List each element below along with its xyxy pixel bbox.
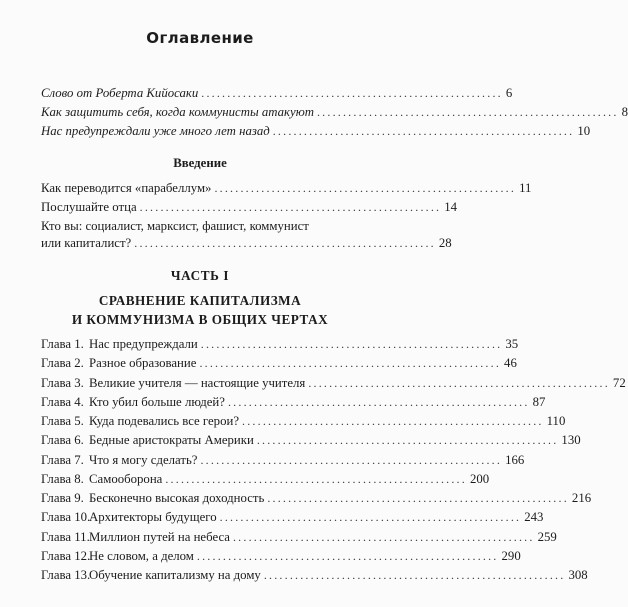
part-title-line1: СРАВНЕНИЕ КАПИТАЛИЗМА (98, 293, 302, 308)
page-number: 8 (621, 105, 628, 119)
chapter-number: Глава 9. (41, 491, 84, 505)
toc-entry: Послушайте отца .......................................................... 14 (41, 200, 458, 214)
page-number: 72 (612, 375, 626, 390)
leader-dots: .......................................................... (308, 375, 610, 390)
page-number: 11 (519, 181, 532, 195)
chapter-number: Глава 12. (41, 548, 91, 563)
chapter-name: Разное образование (89, 356, 197, 371)
toc-entry: Нас предупреждали уже много лет назад .......................................................... 10 (41, 124, 591, 138)
leader-dots: .......................................................... (201, 86, 503, 100)
leader-dots: .......................................................... (200, 337, 503, 351)
page-number: 6 (505, 86, 513, 100)
page-number: 110 (546, 414, 566, 428)
chapter-number: Глава 3. (41, 375, 84, 390)
chapter-entry (41, 375, 626, 391)
leader-dots: .......................................................... (165, 471, 467, 486)
toc-entry: или капиталист? .......................................................... 28 (41, 236, 452, 250)
chapter-name: Нас предупреждали (89, 337, 198, 351)
chapter-entry (41, 413, 566, 429)
leader-dots: .......................................................... (214, 181, 517, 195)
leader-dots: .......................................................... (139, 200, 442, 214)
chapter-entry (41, 471, 490, 487)
chapter-number: Глава 1. (41, 337, 84, 351)
chapter-entry (41, 509, 544, 525)
chapter-entry (41, 432, 581, 448)
page-number: 243 (524, 510, 544, 525)
chapter-name: Архитекторы будущего (89, 510, 217, 525)
chapter-number: Глава 10. (41, 510, 91, 525)
page-number: 14 (444, 200, 458, 214)
page-number: 259 (537, 529, 557, 544)
chapter-entry (41, 548, 521, 564)
chapter-entry (41, 567, 588, 583)
intro-heading: Введение (173, 156, 227, 170)
leader-dots: .......................................................... (196, 548, 499, 563)
chapter-number: Глава 6. (41, 433, 84, 448)
chapter-name: Великие учителя — настоящие учителя (89, 375, 306, 390)
page-number: 290 (501, 548, 521, 563)
page-number: 166 (505, 452, 525, 467)
chapter-entry (41, 355, 517, 371)
leader-dots: .......................................................... (232, 529, 535, 544)
page-number: 35 (505, 337, 519, 351)
chapter-entry (41, 336, 519, 352)
leader-dots: .......................................................... (219, 510, 522, 525)
toc-entry: Слово от Роберта Кийосаки .......................................................... 6 (41, 86, 513, 100)
leader-dots: .......................................................... (200, 452, 503, 467)
leader-dots: .......................................................... (134, 236, 436, 250)
chapter-name: Бесконечно высокая доходность (89, 491, 265, 505)
page-number: 28 (438, 236, 452, 250)
chapter-number: Глава 5. (41, 414, 84, 428)
chapter-name: Кто убил больше людей? (89, 394, 225, 409)
chapter-entry (41, 529, 557, 545)
chapter-number: Глава 13. (41, 568, 91, 582)
leader-dots: .......................................................... (199, 356, 502, 371)
chapter-entry (41, 394, 546, 410)
chapter-number: Глава 7. (41, 452, 84, 467)
chapter-entry (41, 452, 525, 468)
chapter-number: Глава 4. (41, 394, 84, 409)
page-number: 308 (568, 568, 588, 582)
chapter-number: Глава 2. (41, 356, 84, 371)
leader-dots: .......................................................... (227, 394, 530, 409)
chapter-name: Бедные аристократы Америки (89, 433, 254, 448)
chapter-name: Самооборона (89, 471, 163, 486)
page-number: 216 (571, 491, 592, 505)
leader-dots: .......................................................... (267, 491, 569, 505)
chapter-name: Куда подевались все герои? (89, 414, 240, 428)
toc-title: Оглавление (146, 29, 254, 47)
leader-dots: .......................................................... (316, 105, 619, 119)
toc-entry: Как защитить себя, когда коммунисты атакуют .......................................................... 8 (41, 105, 628, 119)
leader-dots: .......................................................... (242, 414, 544, 428)
chapter-name: Миллион путей на небеса (89, 529, 230, 544)
toc-entry-line1: Кто вы: социалист, марксист, фашист, коммунист (41, 219, 309, 233)
page-number: 10 (577, 124, 591, 138)
chapter-name: Что я могу сделать? (89, 452, 198, 467)
chapter-entry (41, 490, 592, 506)
toc-entry: Как переводится «парабеллум» .......................................................... 11 (41, 181, 532, 195)
page-number: 46 (504, 356, 517, 371)
part-title-line2: И КОММУНИЗМА В ОБЩИХ ЧЕРТАХ (71, 312, 329, 327)
chapter-number: Глава 8. (41, 471, 84, 486)
page-number: 87 (532, 394, 546, 409)
leader-dots: .......................................................... (272, 124, 575, 138)
page-number: 130 (561, 433, 581, 448)
part-heading: ЧАСТЬ I (170, 268, 230, 283)
leader-dots: .......................................................... (263, 568, 566, 582)
page-number: 200 (469, 471, 490, 486)
chapter-number: Глава 11. (41, 529, 90, 544)
chapter-name: Обучение капитализму на дому (89, 568, 261, 582)
leader-dots: .......................................................... (256, 433, 559, 448)
chapter-name: Не словом, а делом (89, 548, 194, 563)
